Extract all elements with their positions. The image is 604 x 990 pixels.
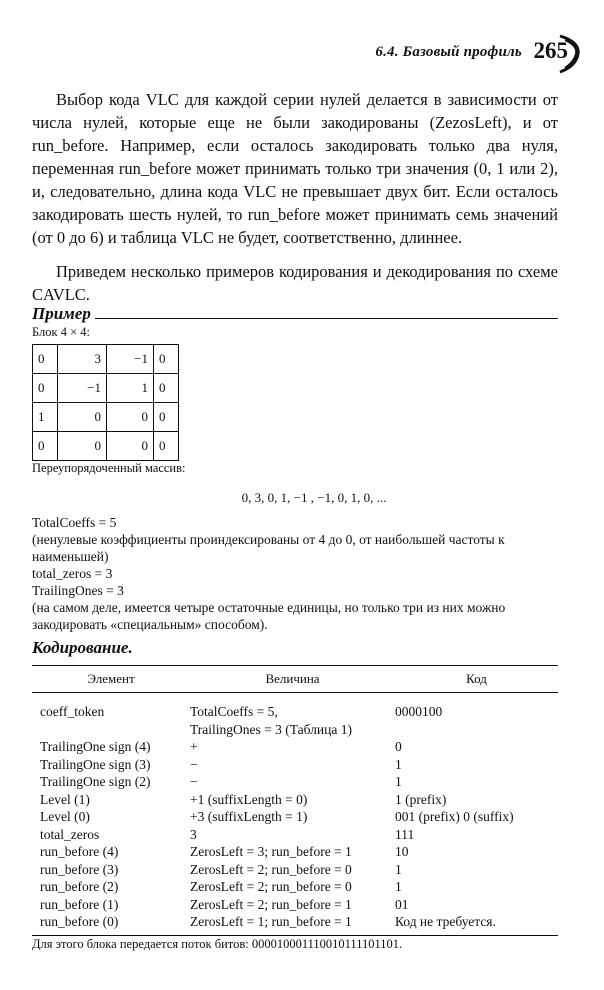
value-cell: − (190, 774, 198, 789)
code-cell: 111 (395, 826, 415, 842)
code-cell: Код не требуется. (395, 913, 558, 935)
paragraph-examples-intro: Приведем несколько примеров кодирования и декодирования по схеме CAVLC. (32, 262, 558, 304)
coding-heading-text: Кодирование. (32, 638, 133, 657)
element-cell: TrailingOne sign (4) (40, 739, 151, 754)
column-header-code: Код (395, 666, 558, 693)
element-cell: TrailingOne sign (3) (40, 756, 151, 772)
element-cell: run_before (3) (40, 861, 119, 877)
column-header-value: Величина (190, 666, 395, 693)
block-label: Блок 4 × 4: (32, 325, 90, 339)
coding-table-header (32, 666, 558, 693)
code-cell: 1 (395, 861, 402, 877)
block-cell: 0 (58, 432, 107, 461)
example-heading (32, 304, 558, 324)
total-coeffs: TotalCoeffs = 5 (32, 515, 117, 530)
block-cell: 0 (154, 403, 179, 432)
block-cell: 0 (107, 403, 154, 432)
total-zeros: total_zeros = 3 (32, 566, 113, 581)
code-cell: 1 (395, 879, 402, 894)
value-cell: ZerosLeft = 2; run_before = 0 (190, 879, 352, 894)
table-row (32, 756, 558, 774)
code-cell: 0 (395, 739, 402, 754)
value-cell: +3 (suffixLength = 1) (190, 809, 308, 824)
block-cell: 0 (107, 432, 154, 461)
table-row (32, 773, 558, 791)
code-cell (395, 721, 558, 739)
coding-heading (32, 638, 558, 658)
block-cell: 1 (33, 403, 58, 432)
table-row (32, 693, 558, 721)
table-row (32, 861, 558, 879)
element-cell: total_zeros (40, 826, 100, 842)
element-cell: Level (0) (40, 809, 90, 824)
element-cell: run_before (2) (40, 879, 119, 894)
element-cell: run_before (1) (40, 896, 119, 912)
code-cell: 01 (395, 896, 409, 912)
value-cell: ZerosLeft = 2; run_before = 0 (190, 861, 352, 877)
table-row (32, 721, 558, 739)
total-coeffs-note: (ненулевые коэффициенты проиндексированы от 4 до 0, от наибольшей частоты к наименьшей) (32, 532, 505, 564)
reordered-label: Переупорядоченный массив: (32, 461, 186, 475)
trailing-ones: TrailingOnes = 3 (32, 583, 124, 598)
block-row (33, 403, 179, 432)
example-heading-text: Пример (32, 304, 91, 323)
element-cell: TrailingOne sign (2) (40, 774, 151, 789)
code-cell: 1 (395, 756, 402, 772)
coding-table (32, 665, 558, 936)
code-cell: 001 (prefix) 0 (suffix) (395, 809, 514, 824)
code-cell: 1 (395, 774, 402, 789)
block-cell: 0 (154, 432, 179, 461)
running-head: 6.4. Базовый профиль (375, 44, 522, 60)
paragraph-vlc-selection: Выбор кода VLC для каждой серии нулей делается в зависимости от числа нулей, которые еще не были закодированы (ZezosLeft), и от run_before. Например, если осталось закодировать только два нуля, переменная run_before может принимать только три значения (0, 1 или 2), и, следовательно, длина кода VLC не превышает двух бит. Если осталось закодировать шесть нулей, то run_before может принимать семь значений (от 0 до 6) и таблица VLC не будет, соответственно, длиннее. (32, 90, 558, 247)
block-row (33, 345, 179, 374)
page-corner-swirl-icon (556, 34, 582, 74)
value-cell: ZerosLeft = 3; run_before = 1 (190, 844, 352, 859)
block-cell: 0 (33, 432, 58, 461)
block-cell: −1 (58, 374, 107, 403)
table-row (32, 878, 558, 896)
block-cell: 0 (154, 374, 179, 403)
block-cell: 0 (33, 345, 58, 374)
value-cell: ZerosLeft = 1; run_before = 1 (190, 913, 395, 935)
table-row (32, 913, 558, 935)
block-cell: 0 (58, 403, 107, 432)
value-cell: TotalCoeffs = 5, (190, 704, 278, 719)
value-cell: + (190, 739, 198, 754)
block-cell: 0 (33, 374, 58, 403)
element-cell: run_before (0) (32, 913, 190, 935)
value-cell: TrailingOnes = 3 (Таблица 1) (190, 721, 352, 737)
value-cell: +1 (suffixLength = 0) (190, 791, 308, 807)
element-cell: Level (1) (40, 791, 90, 807)
element-cell: coeff_token (40, 704, 105, 719)
table-row (32, 826, 558, 844)
code-cell: 1 (prefix) (395, 791, 447, 807)
table-row (32, 738, 558, 756)
table-row (32, 843, 558, 861)
block-cell: −1 (107, 345, 154, 374)
value-cell: ZerosLeft = 2; run_before = 1 (190, 896, 352, 912)
block-cell: 3 (58, 345, 107, 374)
block-row (33, 432, 179, 461)
block-cell: 0 (154, 345, 179, 374)
block-cell: 1 (107, 374, 154, 403)
page-number: 265 (533, 38, 568, 63)
code-cell: 10 (395, 844, 409, 859)
trailing-ones-note: (на самом деле, имеется четыре остаточные единицы, но только три из них можно закодировать «специальным» способом). (32, 600, 506, 632)
block-4x4-table (32, 344, 179, 461)
table-row (32, 791, 558, 809)
bitstream-summary: Для этого блока передается поток битов: 000010001110010111101101. (32, 937, 403, 951)
element-cell (32, 721, 190, 739)
heading-rule (95, 318, 558, 319)
code-cell: 0000100 (395, 704, 443, 719)
value-cell: − (190, 756, 198, 772)
block-row (33, 374, 179, 403)
page-header (0, 38, 604, 78)
column-header-element: Элемент (32, 666, 190, 693)
table-row (32, 896, 558, 914)
reordered-sequence: 0, 3, 0, 1, −1 , −1, 0, 1, 0, ... (241, 490, 387, 505)
value-cell: 3 (190, 826, 197, 842)
element-cell: run_before (4) (40, 844, 119, 859)
table-row (32, 808, 558, 826)
